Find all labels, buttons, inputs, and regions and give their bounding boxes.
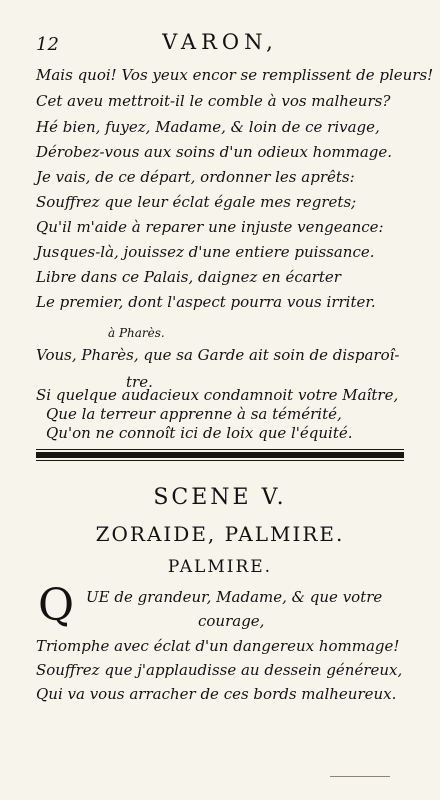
verse-line: Hé bien, fuyez, Madame, & loin de ce rivage,	[36, 118, 380, 136]
character-list: ZORAIDE, PALMIRE.	[95, 522, 345, 546]
verse-line: Souffrez que leur éclat égale mes regrets;	[36, 193, 357, 211]
ornamental-rule	[36, 449, 404, 461]
verse-continuation: tre.	[126, 373, 153, 391]
verse-line: Cet aveu mettroit-il le comble à vos malheurs?	[36, 92, 391, 110]
speaker-name: PALMIRE.	[167, 557, 273, 577]
verse-line: Qu'il m'aide à reparer une injuste vengeance:	[36, 218, 384, 236]
verse-line: Vous, Pharès, que sa Garde ait soin de disparoî-	[36, 346, 400, 364]
verse-line: Le premier, dont l'aspect pourra vous irriter.	[36, 293, 376, 311]
page-number: 12	[36, 34, 59, 55]
verse-line: Libre dans ce Palais, daignez en écarter	[36, 268, 341, 286]
verse-line: Que la terreur apprenne à sa témérité,	[46, 405, 342, 423]
drop-cap: Q	[38, 580, 75, 631]
verse-line: Mais quoi! Vos yeux encor se remplissent de pleurs!	[36, 66, 434, 84]
verse-line: Dérobez-vous aux soins d'un odieux hommage.	[36, 143, 393, 161]
scene-heading: SCENE V.	[153, 485, 287, 510]
verse-line: Souffrez que j'applaudisse au dessein généreux,	[36, 661, 403, 679]
divider	[330, 776, 390, 777]
verse-line: Qui va vous arracher de ces bords malheureux.	[36, 685, 397, 703]
stage-direction: à Pharès.	[108, 326, 165, 340]
verse-line: Jusques-là, jouissez d'une entiere puissance.	[36, 243, 375, 261]
verse-line: Qu'on ne connoît ici de loix que l'équité.	[46, 424, 353, 442]
verse-line: Si quelque audacieux condamnoit votre Maître,	[36, 386, 399, 404]
verse-line: UE de grandeur, Madame, & que votre	[86, 588, 383, 606]
verse-line: Je vais, de ce départ, ordonner les aprêts:	[36, 168, 355, 186]
verse-continuation: courage,	[198, 612, 265, 630]
verse-line: Triomphe avec éclat d'un dangereux hommage!	[36, 637, 400, 655]
running-title: VARON,	[162, 30, 278, 54]
